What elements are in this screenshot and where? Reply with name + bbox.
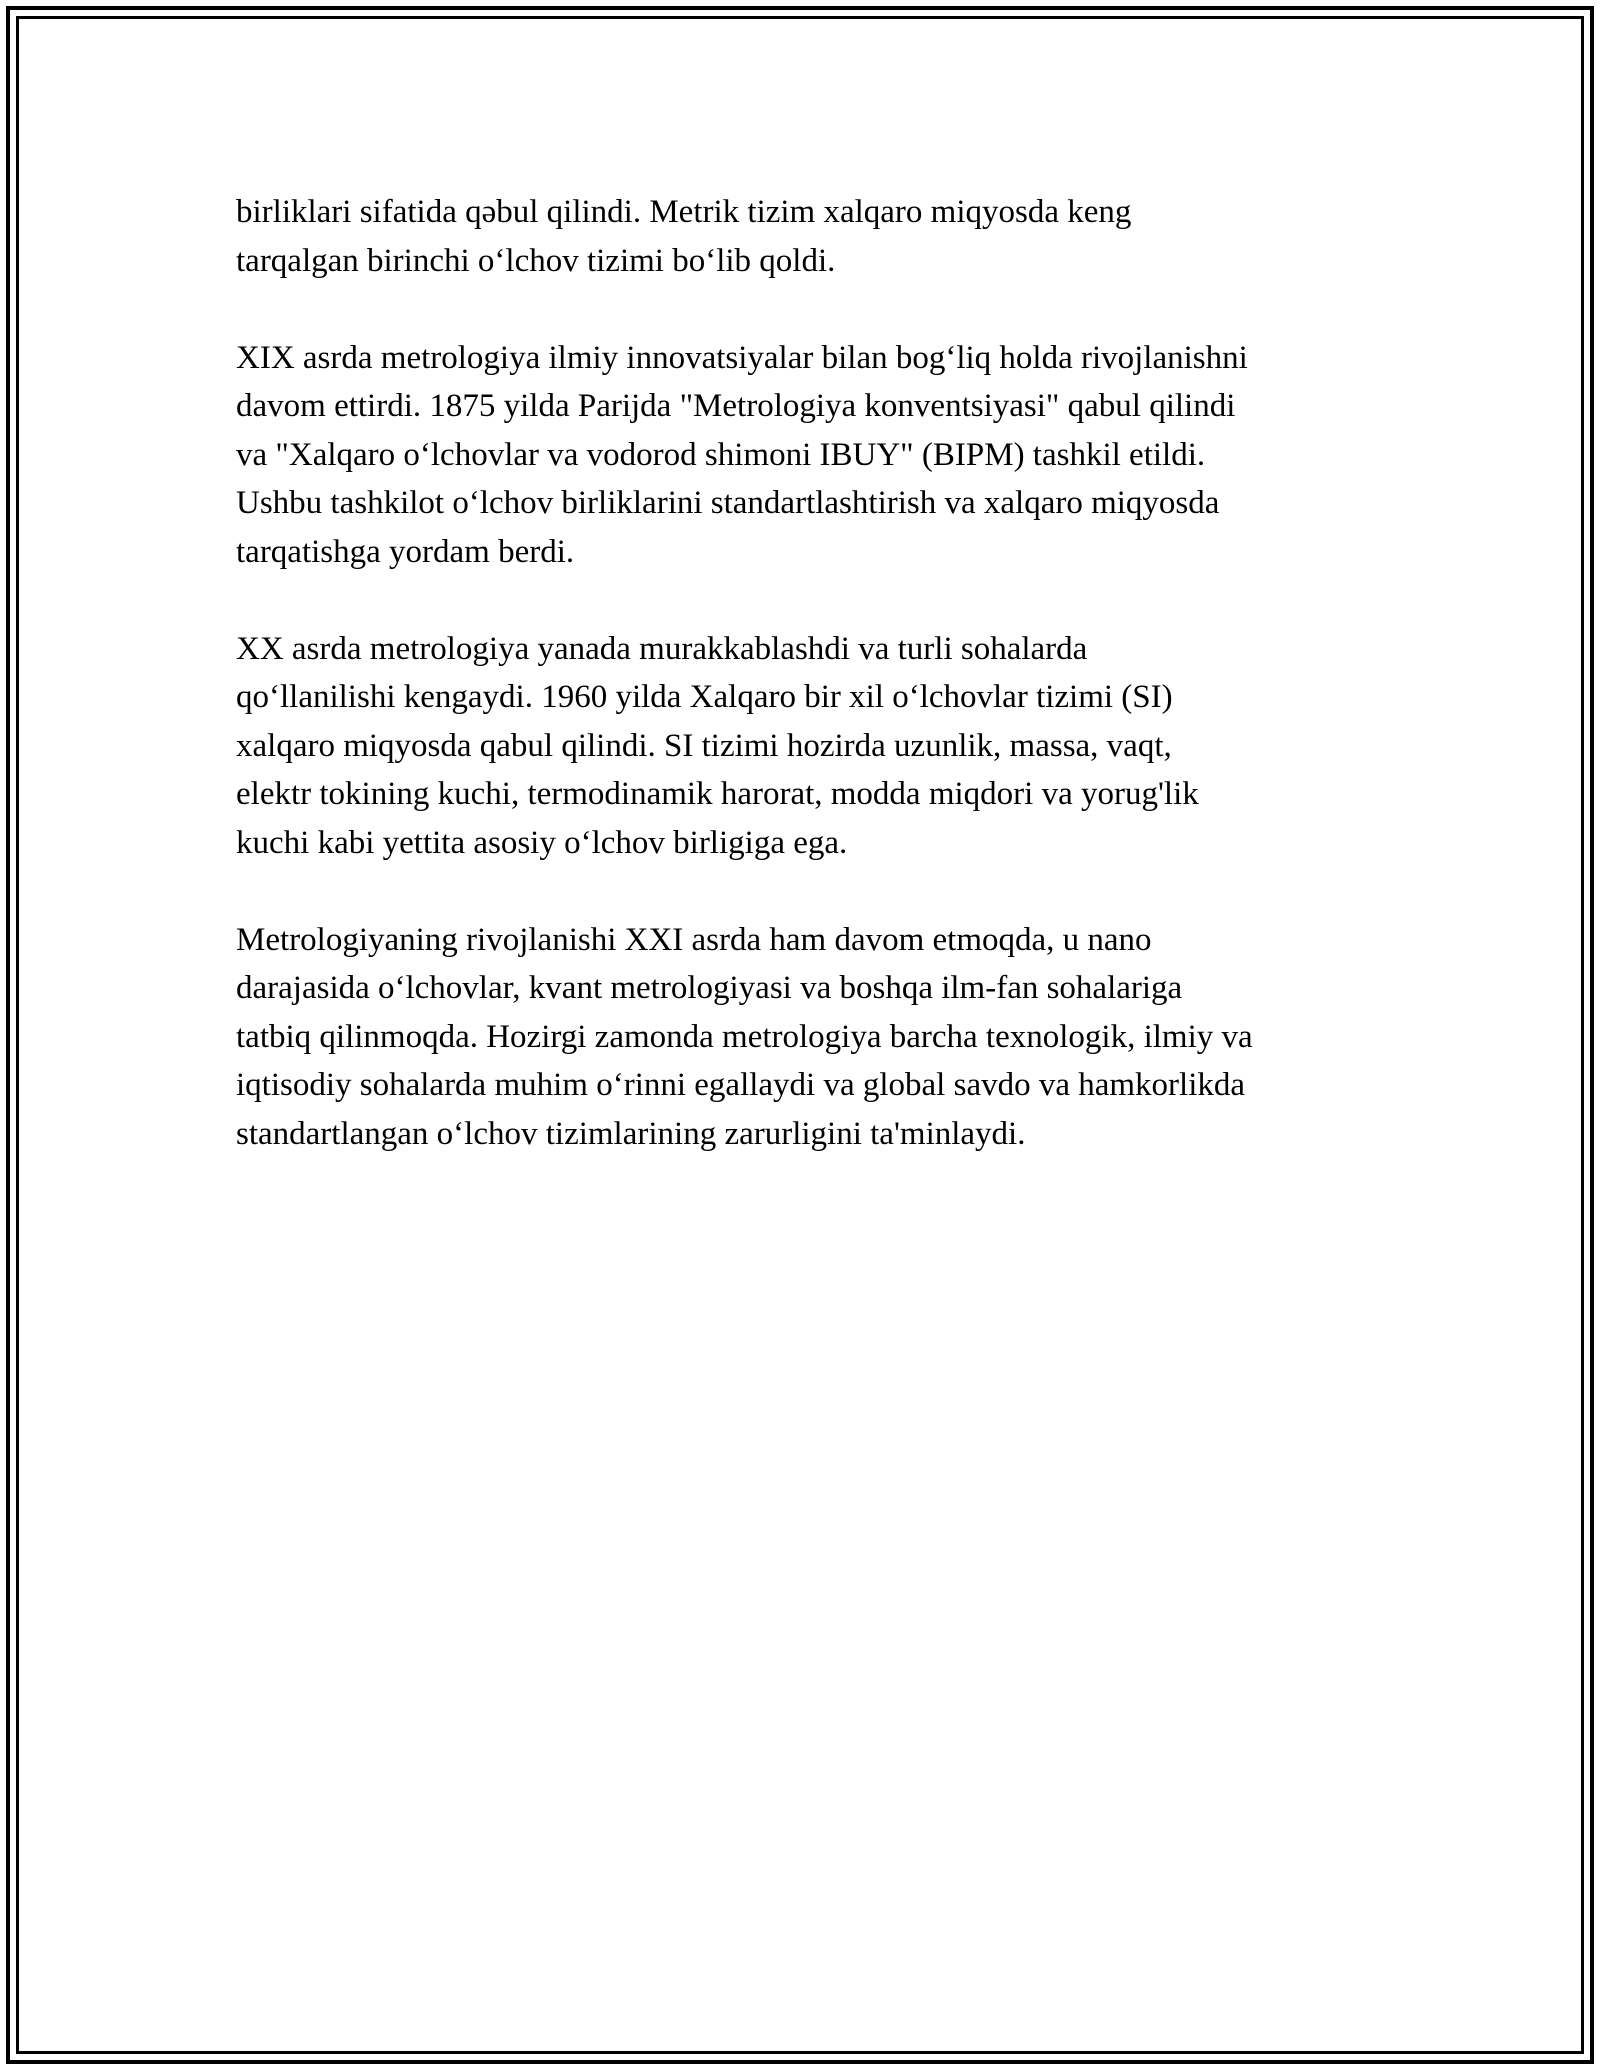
document-body [236,188,1386,1207]
text-line: kuchi kabi yettita asosiy o‘lchov birligiga ega. [236,824,848,861]
paragraph-2 [236,334,1386,577]
text-line: Metrologiyaning rivojlanishi XXI asrda ham davom etmoqda, u nano [236,921,1152,958]
text-line: tarqatishga yordam berdi. [236,533,575,570]
text-line: davom ettirdi. 1875 yilda Parijda "Metrologiya konventsiyasi" qabul qilindi [236,388,1236,424]
text-line: Ushbu tashkilot o‘lchov birliklarini standartlashtirish va xalqaro miqyosda [236,485,1220,521]
paragraph-4 [236,916,1386,1159]
paragraph-1 [236,188,1386,285]
text-line: XX asrda metrologiya yanada murakkablashdi va turli sohalarda [236,630,1088,667]
text-line: birliklari sifatida qəbul qilindi. Metrik tizim xalqaro miqyosda keng [236,194,1132,230]
text-line: tarqalgan birinchi o‘lchov tizimi bo‘lib qoldi. [236,242,836,279]
text-line: darajasida o‘lchovlar, kvant metrologiyasi va boshqa ilm-fan sohalariga [236,970,1183,1006]
text-line: qo‘llanilishi kengaydi. 1960 yilda Xalqaro bir xil o‘lchovlar tizimi (SI) [236,679,1173,715]
text-line: elektr tokining kuchi, termodinamik harorat, modda miqdori va yorug'lik [236,776,1199,812]
text-line: standartlangan o‘lchov tizimlarining zarurligini ta'minlaydi. [236,1115,1026,1152]
text-line: XIX asrda metrologiya ilmiy innovatsiyalar bilan bog‘liq holda rivojlanishni [236,339,1248,376]
text-line: tatbiq qilinmoqda. Hozirgi zamonda metrologiya barcha texnologik, ilmiy va [236,1018,1253,1055]
text-line: va "Xalqaro o‘lchovlar va vodorod shimoni IBUY" (BIPM) tashkil etildi. [236,436,1206,473]
text-line: iqtisodiy sohalarda muhim o‘rinni egallaydi va global savdo va hamkorlikda [236,1067,1246,1103]
text-line: xalqaro miqyosda qabul qilindi. SI tizimi hozirda uzunlik, massa, vaqt, [236,727,1172,764]
paragraph-3 [236,625,1386,868]
